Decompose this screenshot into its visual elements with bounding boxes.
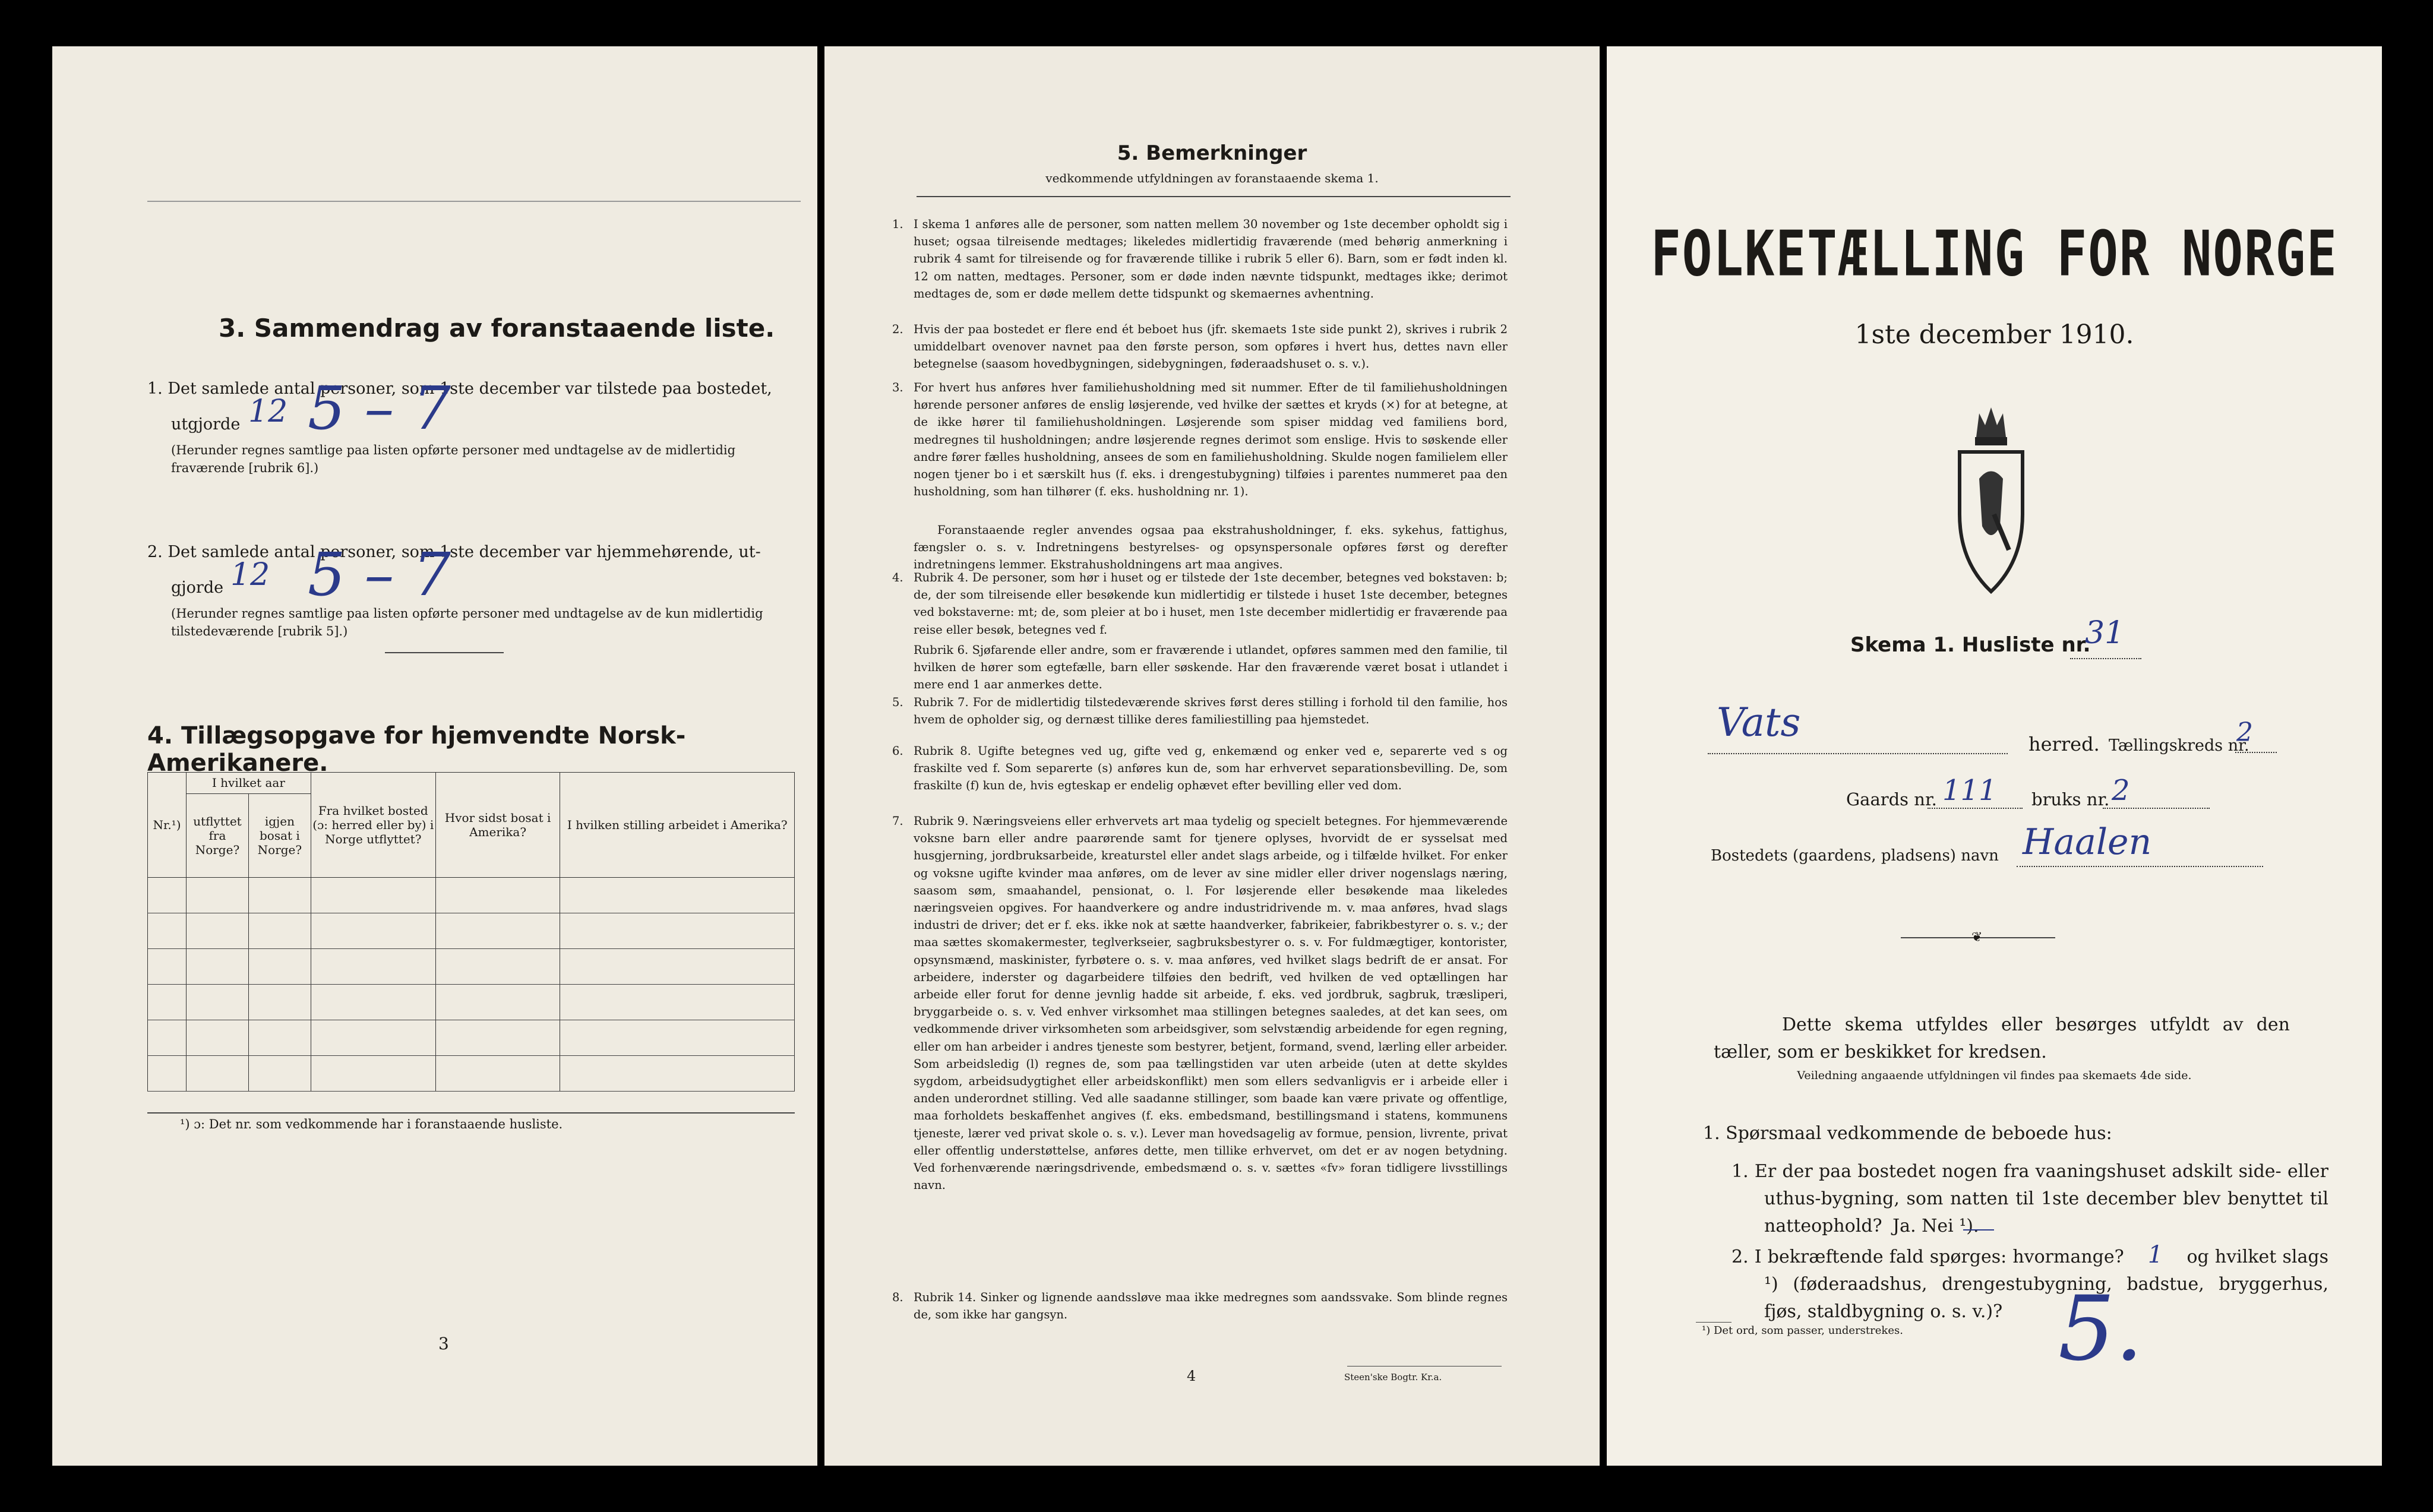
- remark-3b: Foranstaaende regler anvendes ogsaa paa ekstrahusholdninger, f. eks. sykehus, fattighus, fængsler o. s. v. Indretningens bestyrelses- og opsynspersonale opføres først og derefter indretningens lemmer. Ekstrahusholdningens art maa angives.: [914, 523, 1508, 572]
- page-number: 4: [1187, 1368, 1196, 1384]
- section-4-title: 4. Tillægsopgave for hjemvendte Norsk-Amerikanere.: [147, 722, 686, 777]
- bosted-label: Bostedets (gaardens, pladsens) navn: [1711, 847, 1999, 865]
- table-row: [148, 949, 795, 985]
- skema-label: Skema 1. Husliste nr.: [1850, 633, 2091, 657]
- remarks-title: 5. Bemerkninger: [1117, 141, 1307, 165]
- present-count-large-handwritten: 5 – 7: [308, 374, 451, 443]
- col-stilling: I hvilken stilling arbeidet i Amerika?: [560, 773, 795, 878]
- gaards-label: Gaards nr.: [1846, 789, 1937, 809]
- remark-1: 1. I skema 1 anføres alle de personer, som natten mellem 30 november og 1ste december opholdt sig i huset; ogsaa tilreisende medtages; likeledes midlertidig fraværende (med behørig anmerkning i rubrik 4 samt for tilreisende og for fraværende tillike i rubrik 5 eller 6). Barn, som er født inden kl. 12 om natten, medtages. Personer, som er døde inden nævnte tidspunkt, medtages ikke; derimot medtages de, som er døde mellem dette tidspunkt og skemaernes avhentning.: [892, 217, 1508, 300]
- remarks-subtitle: vedkommende utfyldningen av foranstaaende skema 1.: [1045, 171, 1379, 185]
- page-1-cover: [1607, 46, 2382, 1466]
- table-row: [148, 985, 795, 1020]
- norwegian-coat-of-arms-icon: [1952, 396, 2030, 597]
- bruks-label: bruks nr.: [2031, 789, 2110, 809]
- present-count-handwritten: 12: [248, 394, 288, 429]
- summary-item-1: 1. Det samlede antal personer, som 1ste december var tilstede paa bostedet,: [147, 379, 772, 398]
- veiledning: Veiledning angaaende utfyldningen vil findes paa skemaets 4de side.: [1797, 1069, 2192, 1082]
- herred-handwritten: Vats: [1717, 700, 1801, 745]
- printer-mark: Steen'ske Bogtr. Kr.a.: [1344, 1372, 1442, 1383]
- kreds-handwritten: 2: [2236, 717, 2253, 748]
- col-nr: Nr.¹): [148, 773, 187, 878]
- gjorde-label: gjorde: [171, 578, 224, 597]
- handwritten-mark: 5.: [2058, 1277, 2144, 1381]
- col-igjen: igjen bosat i Norge?: [248, 793, 311, 877]
- page-3-summary: [52, 46, 817, 1466]
- remark-3: 3. For hvert hus anføres hver familiehusholdning med sit nummer. Efter de til familiehusholdningen hørende personer anføres de enslig løsjerende, ved hvilke der sættes et kryds (×) for at betegne, at de ikke hører til familiehusholdningen. Løsjerende som spiser middag ved familiens bord, medregnes til husholdningen; andre løsjerende regnes derimot som enslige. Hvis to søskende eller andre fører fælles husholdning, ansees de som en familiehusholdning. Skulde nogen familielem eller nogen tjener bo i et særskilt hus (f. eks. i drengestubygning) tilføies i parentes nummeret paa den husholdning, som han tilhører (f. eks. husholdning nr. 1).: [892, 381, 1508, 499]
- census-title: FOLKETÆLLING FOR NORGE: [1651, 217, 2338, 290]
- resident-count-large-handwritten: 5 – 7: [308, 540, 451, 609]
- table-row: [148, 913, 795, 949]
- census-date: 1ste december 1910.: [1854, 320, 2134, 350]
- norsk-amerikanere-table: [147, 772, 795, 1092]
- husliste-nr-handwritten: 31: [2085, 615, 2125, 651]
- q1-answer: Ja. Nei ¹).: [1892, 1216, 1979, 1236]
- bruks-handwritten: 2: [2112, 774, 2130, 807]
- col-group-year: I hvilket aar: [186, 773, 311, 794]
- bosted-handwritten: Haalen: [2023, 821, 2152, 863]
- summary-item-2-note: (Herunder regnes samtlige paa listen opførte personer med undtagelse av de kun midlertidig tilstedeværende [rubrik 5].): [171, 606, 763, 638]
- question-2: 2. I bekræftende fald spørges: hvormange? 1 og hvilket slags ¹) (føderaadshus, drengestubygning, badstue, bryggerhus, fjøs, staldbygning o. s. v.)?: [1731, 1241, 2328, 1322]
- table-row: [148, 1020, 795, 1056]
- col-utflyttet: utflyttet fra Norge?: [186, 793, 248, 877]
- remark-4: 4. Rubrik 4. De personer, som hør i huset og er tilstede der 1ste december, betegnes ved bokstaven: b; de, der som tilreisende eller besøkende kun midlertidig er tilstede i huset 1ste december, betegnes ved bokstaverne: mt; de, som pleier at bo i huset, men 1ste december midlertidig er fraværende paa reise eller besøk, betegnes ved f.: [892, 571, 1508, 637]
- resident-count-handwritten: 12: [230, 557, 270, 593]
- question-1: 1. Er der paa bostedet nogen fra vaaningshuset adskilt side- eller uthus-bygning, som natten til 1ste december blev benyttet til natteophold? Ja. Nei ¹).: [1731, 1161, 2328, 1236]
- table-row: [148, 1056, 795, 1092]
- remark-2: 2. Hvis der paa bostedet er flere end ét beboet hus (jfr. skemaets 1ste side punkt 2), skrives i rubrik 2 umiddelbart ovenover navnet paa den første person, som opføres i hvert hus, dettes navn eller betegnelse (saasom hovedbygningen, sidebygningen, føderaadshuset o. s. v.).: [892, 322, 1508, 371]
- kreds-label: Tællingskreds nr.: [2109, 736, 2249, 755]
- section-3-title: 3. Sammendrag av foranstaaende liste.: [219, 314, 775, 343]
- page-number: 3: [438, 1334, 449, 1353]
- col-sidst-bosat: Hvor sidst bosat i Amerika?: [435, 773, 560, 878]
- utgjorde-label: utgjorde: [171, 415, 241, 434]
- summary-item-2: 2. Det samlede antal personer, som 1ste december var hjemmehørende, ut-: [147, 543, 761, 561]
- questions-header: 1. Spørsmaal vedkommende de beboede hus:: [1703, 1123, 2112, 1144]
- remark-7: 7. Rubrik 9. Næringsveiens eller erhvervets art maa tydelig og specielt betegnes. For hjemmeværende voksne barn eller andre paarørende samt for tjenere oplyses, hvorvidt de er sysselsat med husgjerning, jordbruksarbeide, kreaturstel eller andet slags arbeide, og i tilfælde hvilket. For enker og voksne ugifte kvinder maa anføres, om de lever av sine midler eller driver nogenslags næring, saasom søm, smaahandel, pensionat, o. l. For løsjerende eller besøkende maa likeledes næringsveien opgives. For haandverkere og andre industridrivende m. v. maa anføres, hvad slags industri de driver; det er f. eks. ikke nok at sætte haandverker, fabrikeier, fabrikbestyrer o. s. v.; der maa sættes skomakermester, teglverkseier, sagbruksbestyrer o. s. v. For fuldmægtiger, kontorister, opsynsmænd, maskinister, fyrbøtere o. s. v. maa anføres, ved hvilket slags bedrift de er ansat. For arbeidere, inderster og dagarbeidere tilføies den bedrift, ved hvilken de ved optællingen har arbeide eller forut for denne jevnlig hadde sit arbeide, f. eks. ved jordbruk, sagbruk, træsliperi, bryggarbeide o. s. v. Ved enhver virksomhet maa stillingen betegnes saaledes, at det kan sees, om vedkommende driver virksomheten som arbeidsgiver, som selvstændig arbeidende for egen regning, eller om han arbeider i andres tjeneste som bestyrer, betjent, formand, svend, lærling eller arbeider. Som arbeidsledig (l) regnes de, som paa tællingstiden var uten arbeide (uten at dette skyldes sygdom, arbeidsudygtighet eller arbeidskonflikt) men som ellers sedvanligvis er i arbeide eller i anden underordnet stilling. Ved alle saadanne stillinger, som baade kan være private og offentlige, maa forholdets beskaffenhet angives (f. eks. embedsmand, bestillingsmand i statens, kommunens tjeneste, lærer ved privat skole o. s. v.). Lever man hovedsagelig av formue, pension, livrente, privat eller offentlig understøttelse, anføres dette, men tillike erhvervet, om det er av nogen betydning. Ved forhenværende næringsdrivende, embedsmænd o. s. v. sættes «fv» foran tidligere livsstillings navn.: [892, 814, 1508, 1192]
- table-row: [148, 878, 795, 913]
- remark-5: 5. Rubrik 7. For de midlertidig tilstedeværende skrives først deres stilling i forhold til den familie, hos hvem de opholder sig, og dernæst tillike deres familiestilling paa hjemstedet.: [892, 695, 1508, 727]
- table-footnote: ¹) ɔ: Det nr. som vedkommende har i foranstaaende husliste.: [180, 1117, 563, 1131]
- summary-item-1-note: (Herunder regnes samtlige paa listen opførte personer med undtagelse av de midlertidig fraværende [rubrik 6].): [171, 443, 736, 475]
- ornament-icon: ❦: [1971, 930, 1983, 945]
- gaards-handwritten: 111: [1942, 774, 1997, 807]
- remark-6: 6. Rubrik 8. Ugifte betegnes ved ug, gifte ved g, enkemænd og enker ved e, separerte ved s og fraskilte ved f. Som separerte (s) anføres kun de, som har erhvervet separationsbevilling. De, som fraskilte (f) kun de, hvis egteskap er endelig ophævet efter bevilling eller ved dom.: [892, 744, 1508, 793]
- remark-8: 8. Rubrik 14. Sinker og lignende aandssløve maa ikke medregnes som aandssvake. Som blinde regnes de, som ikke har gangsyn.: [892, 1290, 1508, 1322]
- remark-4b: Rubrik 6. Sjøfarende eller andre, som er fraværende i utlandet, opføres sammen med den familie, til hvilken de hører som egtefælle, barn eller søskende. Har den fraværende været bosat i utlandet i mere end 1 aar anmerkes dette.: [914, 643, 1508, 692]
- q2-count-handwritten: 1: [2147, 1241, 2163, 1269]
- col-fra-bosted: Fra hvilket bosted (ɔ: herred eller by) i Norge utflyttet?: [311, 773, 435, 878]
- herred-label: herred.: [2028, 733, 2100, 755]
- instructions: Dette skema utfyldes eller besørges utfyldt av den tæller, som er beskikket for kredsen.: [1714, 1014, 2290, 1062]
- cover-footnote: ¹) Det ord, som passer, understrekes.: [1702, 1324, 1903, 1337]
- page-4-remarks: [824, 46, 1600, 1466]
